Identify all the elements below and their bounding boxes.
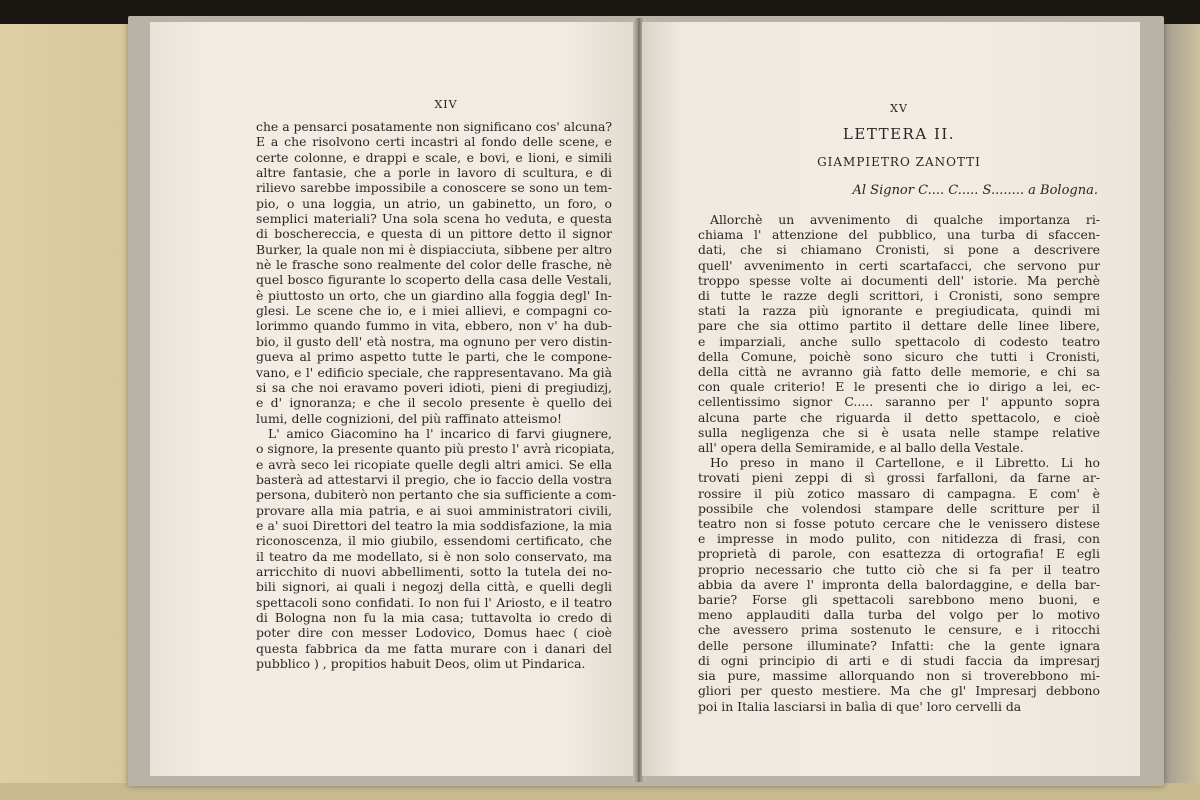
page-number: XV xyxy=(890,102,908,115)
text-line: chiama l' attenzione del pubblico, una turba di sfaccen- xyxy=(698,227,1100,243)
text-line: bio, il gusto dell' età nostra, ma ognuno per vero distin- xyxy=(256,333,612,349)
letter-address: Al Signor C.... C..... S........ a Bologna. xyxy=(852,183,1098,198)
text-line: alcuna parte che riguarda il detto spettacolo, e cioè xyxy=(698,409,1100,425)
text-line: e imparziali, anche sullo spettacolo di codesto teatro xyxy=(698,333,1100,349)
text-line: Ho preso in mano il Cartellone, e il Libretto. Li ho xyxy=(710,455,1100,471)
text-line: Allorchè un avvenimento di qualche importanza ri- xyxy=(710,212,1100,227)
text-line: vano, e l' edificio speciale, che rappresentavano. Ma già xyxy=(256,364,612,380)
text-line: bili signori, ai quali i negozj della città, e quelli degli xyxy=(256,579,612,595)
paragraph xyxy=(698,212,1100,455)
text-line: dati, che si chiamano Cronisti, si pone a descrivere xyxy=(698,242,1100,258)
text-line: rilievo sarebbe impossibile a conoscere se sono un tem- xyxy=(256,180,612,196)
text-line: cellentissimo signor C..... saranno per l' appunto sopra xyxy=(698,394,1100,410)
left-background-mat xyxy=(0,24,140,800)
text-line: glesi. Le scene che io, e i miei allievi, e compagni co- xyxy=(256,303,612,319)
text-line: che avessero prima sostenuto le censure, e i ritocchi xyxy=(698,622,1100,638)
text-line: riconoscenza, il mio giubilo, essendomi certificato, che xyxy=(256,533,612,549)
text-line: gueva al primo aspetto tutte le parti, che le compone- xyxy=(256,349,612,365)
text-line: semplici materiali? Una sola scena ho veduta, e questa xyxy=(256,211,612,227)
text-line: persona, dubiterò non pertanto che sia sufficiente a com- xyxy=(256,487,617,503)
text-line: sia pure, massime allorquando non si troverebbono mi- xyxy=(698,668,1100,684)
text-line: provare alla mia patria, e ai suoi amministratori civili, xyxy=(256,502,612,518)
text-line: della Comune, poichè sono sicuro che tutti i Cronisti, xyxy=(698,348,1100,364)
text-line: teatro non si fosse potuto cercare che le venissero distese xyxy=(698,516,1100,532)
text-line: è piuttosto un orto, che un giardino alla foggia degl' In- xyxy=(256,287,612,303)
text-line: e impresse in modo pulito, con nitidezza di frasi, con xyxy=(698,531,1100,547)
text-line: Burker, la quale non mi è dispiacciuta, sibbene per altro xyxy=(256,241,612,257)
left-page-body xyxy=(256,119,617,672)
text-line: barie? Forse gli spettacoli sarebbono meno buoni, e xyxy=(698,592,1100,608)
text-line: troppo spesse volte ai documenti dell' istorie. Ma perchè xyxy=(698,272,1100,288)
text-line: o signore, la presente quanto più presto l' avrà ricopiata, xyxy=(256,441,615,457)
text-line: il teatro da me modellato, si è non solo conservato, ma xyxy=(256,548,612,564)
text-line: altre fantasie, che a porle in lavoro di scultura, e di xyxy=(256,165,612,181)
text-line: quell' avvenimento in certi scartafacci, che servono pur xyxy=(698,257,1100,273)
letter-heading: LETTERA II. xyxy=(842,125,956,143)
text-line: e a' suoi Direttori del teatro la mia soddisfazione, la mia xyxy=(256,517,612,533)
left-page xyxy=(150,22,638,776)
paragraph xyxy=(256,425,617,672)
text-line: stati la razza più ignorante e pregiudicata, quindi mi xyxy=(698,303,1100,319)
text-line: quel bosco figurante lo scoperto della casa delle Vestali, xyxy=(256,272,612,288)
text-line: meno applauditi dalla turba del volgo per lo motivo xyxy=(698,607,1100,623)
text-line: certe colonne, e drappi e scale, e bovi, e lioni, e simili xyxy=(256,149,612,165)
right-page xyxy=(642,22,1140,776)
text-line: di boschereccia, e questa di un pittore detto il signor xyxy=(256,226,612,242)
text-line: di ogni principio di arti e di studi faccia da impresarj xyxy=(698,652,1100,668)
text-line: che a pensarci posatamente non significano cos' alcuna? xyxy=(256,119,612,134)
text-line: proprietà di parole, con esattezza di ortografia! E egli xyxy=(698,546,1100,562)
text-line: di Bologna non fu la mia casa; tuttavolta io credo di xyxy=(256,610,612,625)
paragraph xyxy=(256,119,612,426)
text-line: arricchito di nuovi abbellimenti, sotto la tutela dei no- xyxy=(256,563,612,579)
text-line: delle persone illuminate? Infatti: che la gente ignara xyxy=(698,637,1100,653)
text-line: rossire il più zotico massaro di campagna. E com' è xyxy=(698,485,1100,501)
text-line: basterà ad attestarvi il pregio, che io faccio della vostra xyxy=(256,471,612,487)
text-line: con quale criterio! E le presenti che io dirigo a lei, ec- xyxy=(698,379,1100,395)
page-number: XIV xyxy=(434,98,458,111)
text-line: possibile che volendosi stampare delle scritture per il xyxy=(698,500,1100,516)
text-line: abbia da avere l' impronta della balordaggine, e della bar- xyxy=(698,576,1100,592)
text-line: L' amico Giacomino ha l' incarico di farvi giugnere, xyxy=(268,425,612,441)
text-line: lumi, delle cognizioni, del più raffinato atteismo! xyxy=(256,410,563,426)
text-line: nè le frasche sono realmente del color delle frasche, nè xyxy=(256,257,612,273)
text-line: lorimmo quando fummo in vita, ebbero, non v' ha dub- xyxy=(256,318,612,334)
text-line: all' opera della Semiramide, e al ballo della Vestale. xyxy=(698,440,1024,456)
text-line: e d' ignoranza; e che il secolo presente è quello dei xyxy=(256,395,612,411)
text-line: si sa che noi eravamo poveri idioti, pieni di pregiudizj, xyxy=(256,379,612,395)
text-line: e avrà seco lei ricopiate quelle degli altri amici. Se ella xyxy=(256,456,612,472)
text-line: E a che risolvono certi incastri al fondo delle scene, e xyxy=(256,134,612,150)
text-line: gliori per questo mestiere. Ma che gl' Impresarj debbono xyxy=(698,683,1100,699)
text-line: della città ne avranno già fatto delle memorie, e chi sa xyxy=(698,364,1100,380)
text-line: pio, o una loggia, un atrio, un gabinetto, un foro, o xyxy=(256,195,612,211)
text-line: pubblico ) , propitios habuit Deos, olim ut Pindarica. xyxy=(256,656,586,672)
text-line: sulla negligenza che si è usata nelle stampe relative xyxy=(698,424,1100,440)
right-background-mat xyxy=(1160,24,1200,800)
text-line: poi in Italia lasciarsi in balìa di que' loro cervelli da xyxy=(698,698,1022,714)
paragraph xyxy=(698,455,1100,713)
text-line: proprio necessario che tutto ciò che si fa per il teatro xyxy=(698,561,1100,577)
text-line: spettacoli sono confidati. Io non fui l' Ariosto, e il teatro xyxy=(256,594,612,610)
text-line: poter dire con messer Lodovico, Domus haec ( cioè xyxy=(256,625,612,641)
text-line: pare che sia ottimo partito il dettare delle linee libere, xyxy=(698,318,1100,334)
text-line: trovati pieni zeppi di sì grossi farfalloni, da farne ar- xyxy=(698,470,1100,486)
right-page-body xyxy=(698,212,1100,714)
text-line: questa fabbrica da me fatta murare con i danari del xyxy=(256,640,612,656)
text-line: di tutte le razze degli scrittori, i Cronisti, sono sempre xyxy=(698,288,1100,304)
letter-author: GIAMPIETRO ZANOTTI xyxy=(817,155,981,169)
